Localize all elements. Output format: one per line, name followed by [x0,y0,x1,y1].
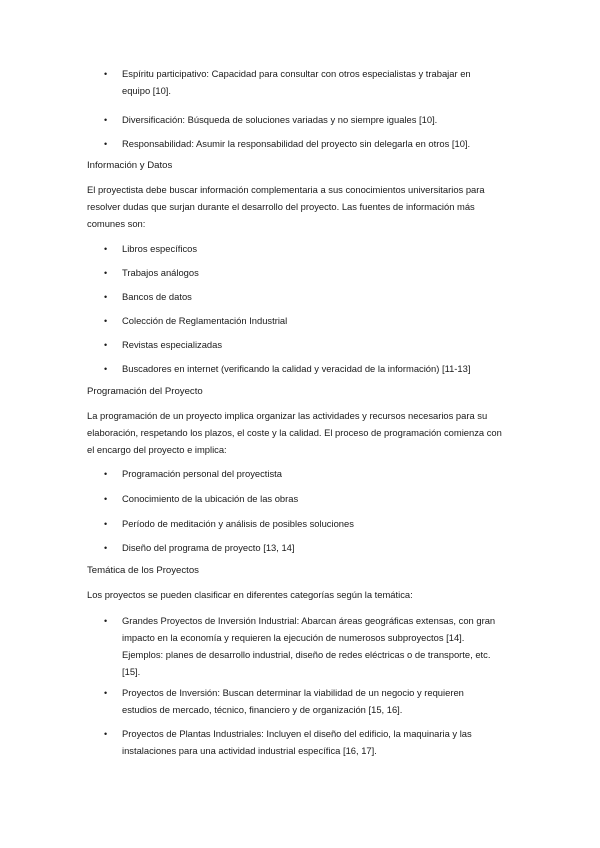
paragraph [87,586,522,603]
bullet-icon: • [104,316,108,326]
text-line: Los proyectos se pueden clasificar en diferentes categorías según la temática: [87,589,413,600]
list-item-text [122,65,522,99]
section-heading: Información y Datos [87,160,173,171]
text-line: Espíritu participativo: Capacidad para consultar con otros especialistas y trabajar en [122,68,471,79]
bullet-icon: • [104,292,108,302]
bullet-icon: • [104,364,108,374]
bullet-icon: • [104,69,108,79]
text-line: El proyectista debe buscar información complementaria a sus conocimientos universitarios para [87,184,485,195]
bullet-icon: • [104,729,108,739]
list-item-text: Revistas especializadas [122,339,223,350]
text-line: instalaciones para una actividad industrial específica [16, 17]. [122,745,377,756]
text-line: elaboración, respetando los plazos, el coste y la calidad. El proceso de programación comienza con [87,427,502,438]
list-item-text [122,612,522,680]
text-line: Proyectos de Plantas Industriales: Incluyen el diseño del edificio, la maquinaria y las [122,728,472,739]
list-item-text: Período de meditación y análisis de posibles soluciones [122,518,354,529]
text-line: estudios de mercado, técnico, financiero y de organización [15, 16]. [122,704,403,715]
list-item-text: Bancos de datos [122,291,192,302]
text-line: resolver dudas que surjan durante el desarrollo del proyecto. Las fuentes de información más [87,201,475,212]
list-item-text: Colección de Reglamentación Industrial [122,315,288,326]
bullet-icon: • [104,616,108,626]
text-line: Proyectos de Inversión: Buscan determinar la viabilidad de un negocio y requieren [122,687,464,698]
text-line: equipo [10]. [122,85,171,96]
list-item-text: Trabajos análogos [122,267,199,278]
list-item-text [122,725,522,759]
section-heading: Temática de los Proyectos [87,565,199,576]
list-item-text: Conocimiento de la ubicación de las obras [122,493,299,504]
list-item-text: Programación personal del proyectista [122,468,282,479]
text-line: Diversificación: Búsqueda de soluciones variadas y no siempre iguales [10]. [122,114,438,125]
bullet-icon: • [104,244,108,254]
bullet-icon: • [104,494,108,504]
paragraph [87,407,522,458]
bullet-icon: • [104,688,108,698]
paragraph [87,181,522,232]
text-line: Grandes Proyectos de Inversión Industrial: Abarcan áreas geográficas extensas, con gran [122,615,496,626]
text-line: Responsabilidad: Asumir la responsabilidad del proyecto sin delegarla en otros [10]. [122,138,471,149]
bullet-icon: • [104,268,108,278]
text-line: el encargo del proyecto e implica: [87,444,227,455]
list-item-text [122,135,522,152]
text-line: La programación de un proyecto implica organizar las actividades y recursos necesarios para su [87,410,488,421]
bullet-icon: • [104,469,108,479]
text-line: comunes son: [87,218,146,229]
bullet-icon: • [104,543,108,553]
list-item-text: Libros específicos [122,243,198,254]
text-line: Ejemplos: planes de desarrollo industrial, diseño de redes eléctricas o de transporte, etc. [122,649,491,660]
section-heading: Programación del Proyecto [87,386,203,397]
list-item-text: Buscadores en internet (verificando la calidad y veracidad de la información) [11-13] [122,363,471,374]
bullet-icon: • [104,115,108,125]
bullet-icon: • [104,519,108,529]
bullet-icon: • [104,340,108,350]
list-item-text: Diseño del programa de proyecto [13, 14] [122,542,295,553]
list-item-text [122,684,522,718]
text-line: [15]. [122,666,141,677]
text-line: impacto en la economía y requieren la ejecución de numerosos subproyectos [14]. [122,632,465,643]
list-item-text [122,111,522,128]
bullet-icon: • [104,139,108,149]
